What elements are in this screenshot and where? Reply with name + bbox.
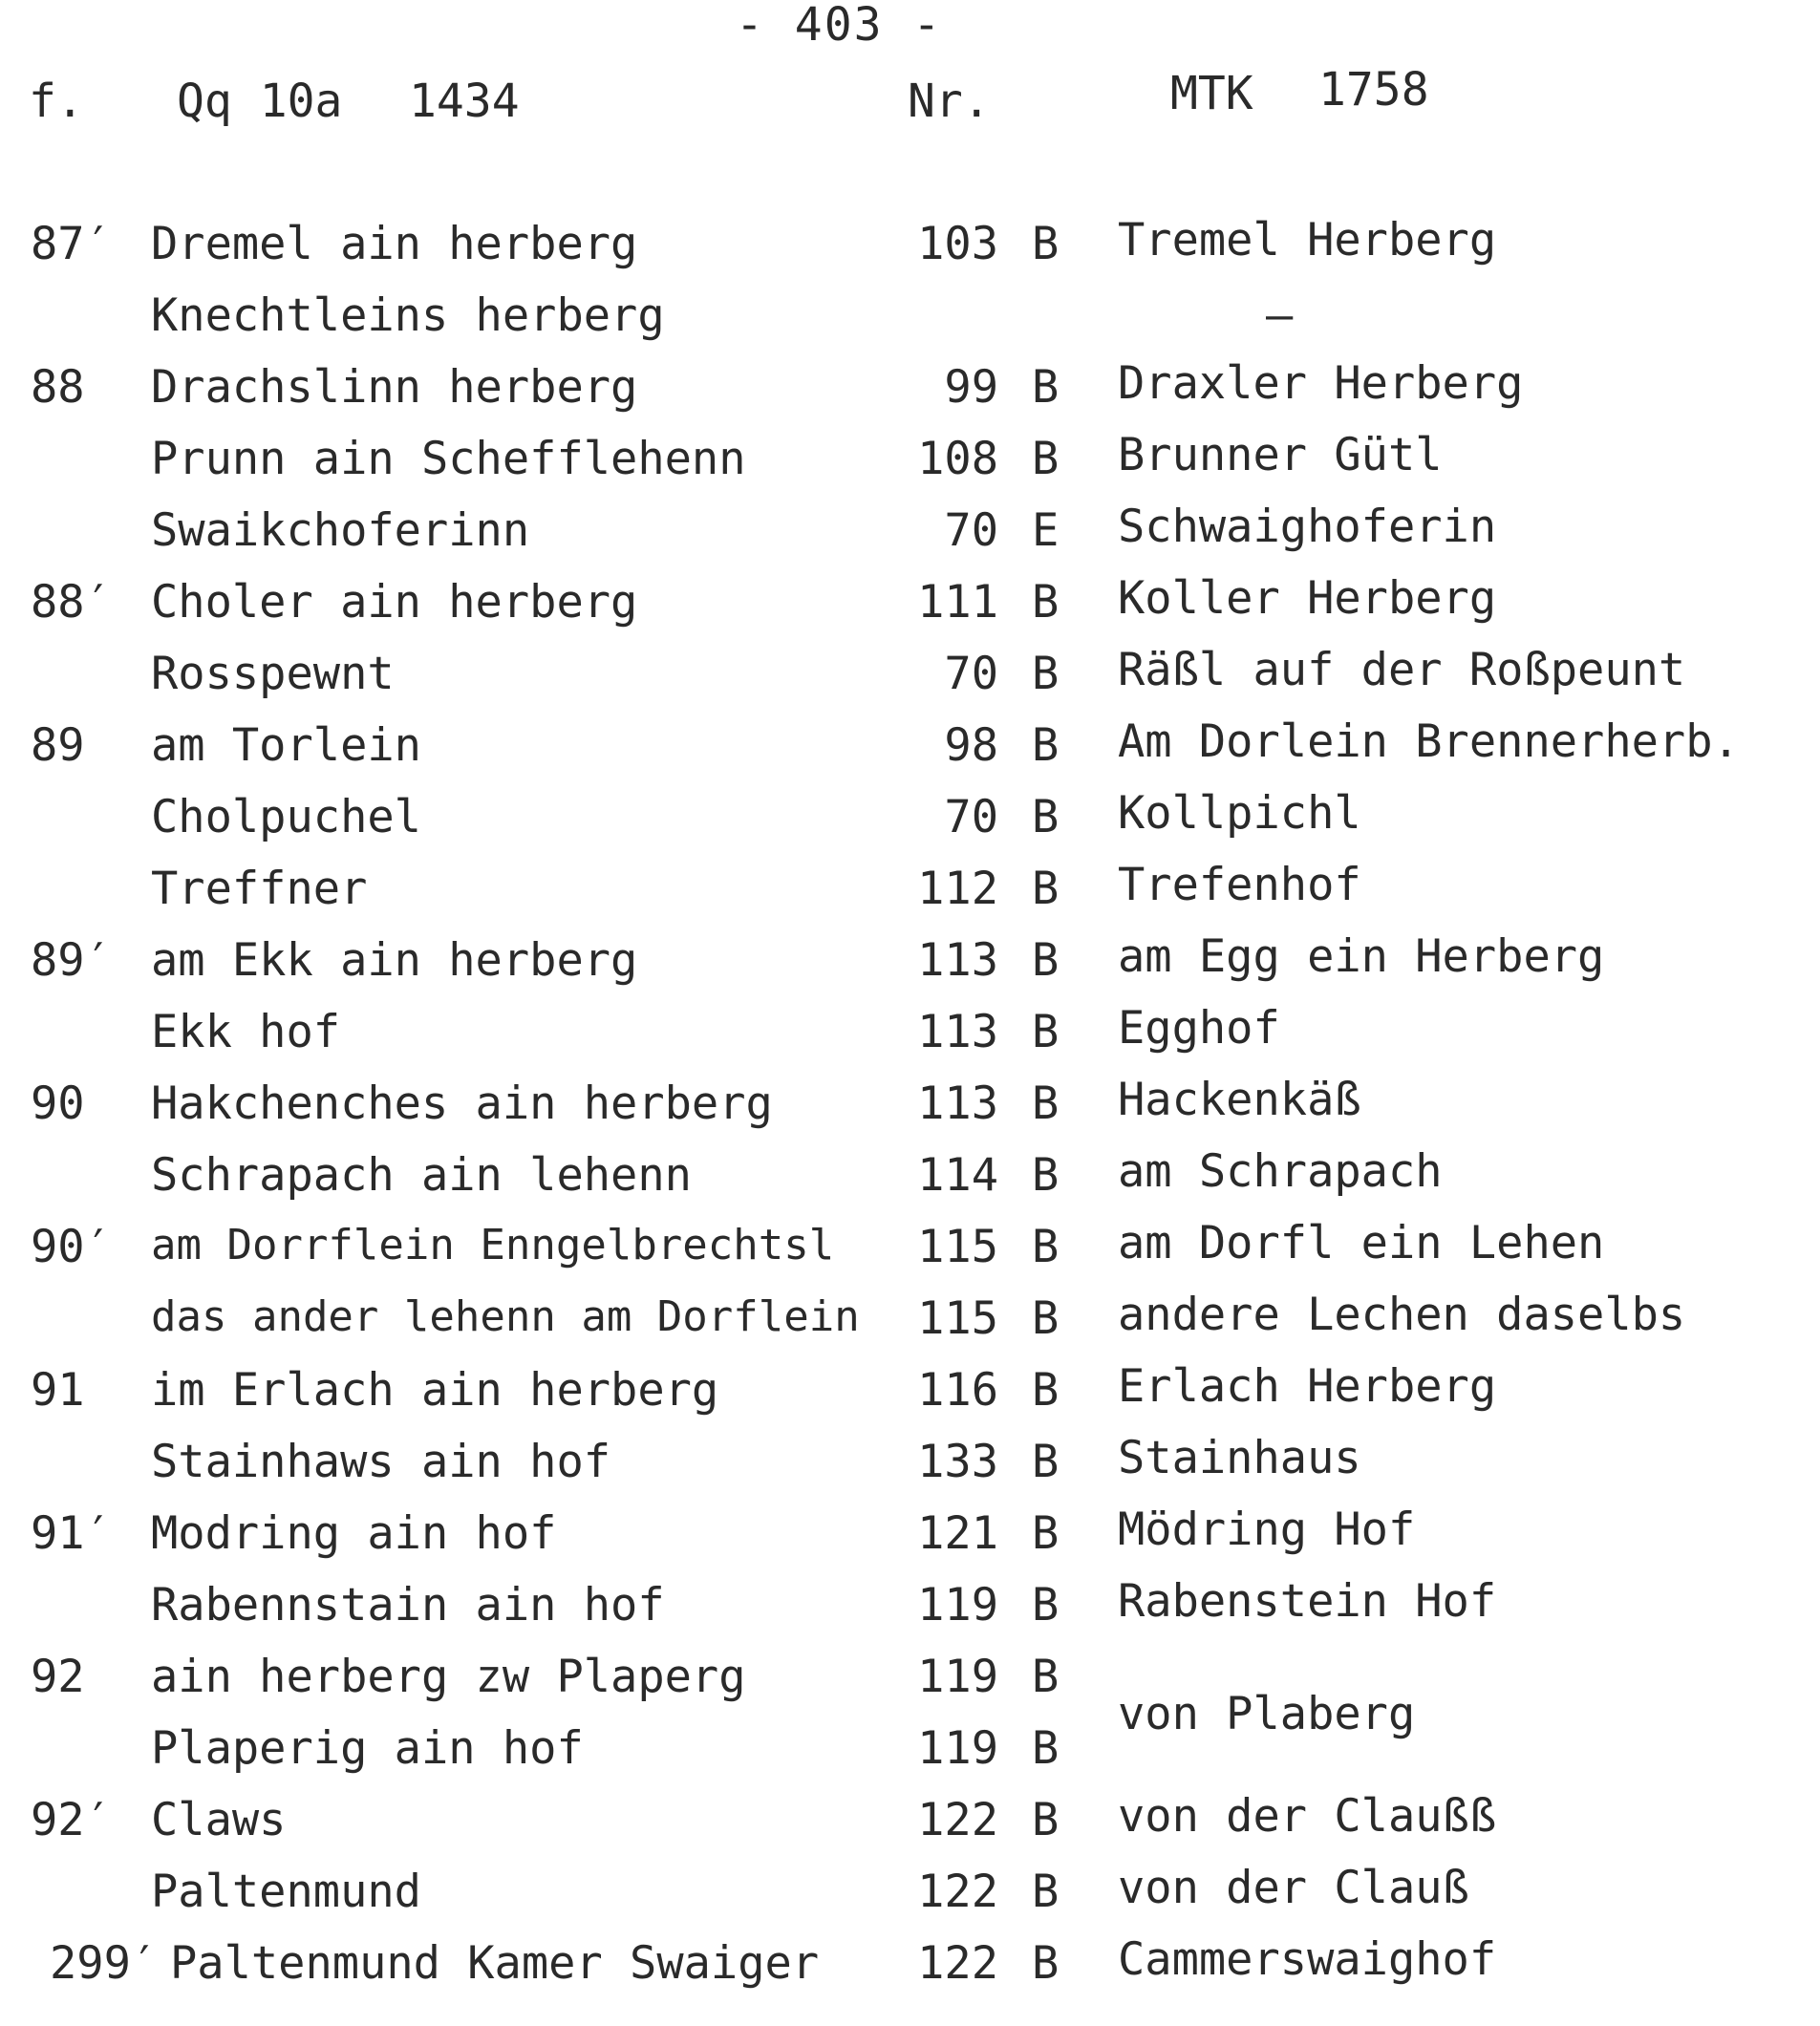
name-1758-cell: Trefenhof: [1118, 859, 1361, 911]
class-cell: B: [1032, 863, 1060, 915]
header-source-year: 1434: [409, 75, 520, 128]
nr-cell: 115: [917, 1221, 998, 1273]
name-1434-cell: am Ekk ain herberg: [151, 934, 638, 987]
class-cell: B: [1032, 1077, 1060, 1130]
name-1434-cell: Treffner: [151, 863, 368, 915]
nr-cell: 115: [917, 1292, 998, 1345]
folio-cell: 87′: [31, 218, 112, 270]
name-1434-cell: Prunn ain Schefflehenn: [151, 433, 746, 485]
folio-cell: 88′: [31, 576, 112, 629]
name-1434-cell: im Erlach ain herberg: [151, 1364, 719, 1417]
name-1758-cell: Tremel Herberg: [1118, 214, 1497, 267]
nr-cell: 122: [917, 1794, 998, 1846]
table-row: [0, 1141, 1820, 1213]
class-cell: B: [1032, 1364, 1060, 1417]
name-1758-cell: Kollpichl: [1118, 787, 1361, 840]
name-1434-cell: Schrapach ain lehenn: [151, 1149, 692, 1202]
table-row: [0, 1688, 1820, 1786]
name-1758-cell: am Schrapach: [1118, 1145, 1443, 1198]
header-source: Qq 10a: [177, 75, 343, 128]
page-number: - 403 -: [736, 0, 943, 52]
name-1434-cell: Choler ain herberg: [151, 576, 638, 629]
table-row: [0, 425, 1820, 497]
table-row: [0, 998, 1820, 1070]
name-1758-cell: von der Clauß: [1118, 1862, 1469, 1914]
class-cell: B: [1032, 1436, 1060, 1488]
folio-cell: 89: [31, 719, 85, 772]
header-folio-label: f.: [29, 75, 84, 128]
name-1758-cell: Mödring Hof: [1118, 1504, 1416, 1556]
nr-cell: 98: [944, 719, 998, 772]
nr-cell: 119: [917, 1722, 998, 1775]
folio-cell: 92: [31, 1651, 85, 1703]
class-cell: B: [1032, 1866, 1060, 1918]
name-1434-cell: Paltenmund Kamer Swaiger: [170, 1937, 820, 1990]
class-cell: B: [1032, 934, 1060, 987]
nr-cell: 114: [917, 1149, 998, 1202]
class-cell: B: [1032, 1794, 1060, 1846]
table-row: [0, 1356, 1820, 1428]
name-1434-cell: Rosspewnt: [151, 648, 395, 700]
class-cell: B: [1032, 433, 1060, 485]
nr-cell: 113: [917, 1006, 998, 1058]
name-1758-cell: Egghof: [1118, 1002, 1280, 1055]
nr-cell: 108: [917, 433, 998, 485]
table-row: [0, 1500, 1820, 1571]
name-1758-cell: Am Dorlein Brennerherb.: [1118, 715, 1740, 768]
name-1758-cell: Räßl auf der Roßpeunt: [1118, 644, 1686, 696]
name-1434-cell: Drachslinn herberg: [151, 361, 638, 414]
class-cell: B: [1032, 1937, 1060, 1990]
name-1758-cell: am Egg ein Herberg: [1118, 930, 1605, 983]
name-1434-cell: Stainhaws ain hof: [151, 1436, 611, 1488]
name-1434-cell: Ekk hof: [151, 1006, 341, 1058]
name-1434-cell: das ander lehenn am Dorflein: [151, 1292, 860, 1341]
table-row: [0, 640, 1820, 712]
nr-cell: 70: [944, 648, 998, 700]
class-cell: B: [1032, 1292, 1060, 1345]
name-1758-cell: Cammerswaighof: [1118, 1933, 1497, 1986]
name-1758-cell: Draxler Herberg: [1118, 357, 1524, 410]
name-1758-cell: Stainhaus: [1118, 1432, 1361, 1484]
nr-cell: 113: [917, 1077, 998, 1130]
name-1434-cell: Cholpuchel: [151, 791, 421, 843]
class-cell: B: [1032, 1006, 1060, 1058]
folio-cell: 89′: [31, 934, 112, 987]
folio-cell: 88: [31, 361, 85, 414]
table-row: [0, 927, 1820, 998]
class-cell: B: [1032, 218, 1060, 270]
name-1434-cell: am Torlein: [151, 719, 421, 772]
table-row: [0, 210, 1820, 282]
table-row: [0, 1643, 1820, 1715]
table-row: [0, 353, 1820, 425]
name-1758-cell: Erlach Herberg: [1118, 1360, 1497, 1413]
folio-cell: 90′: [31, 1221, 112, 1273]
folio-cell: 91: [31, 1364, 85, 1417]
name-1434-cell: Knechtleins herberg: [151, 289, 665, 342]
table-row: [0, 783, 1820, 855]
table-row: [0, 1213, 1820, 1285]
class-cell: B: [1032, 361, 1060, 414]
class-cell: B: [1032, 576, 1060, 629]
nr-cell: 113: [917, 934, 998, 987]
table-row: [0, 568, 1820, 640]
name-1758-cell: Rabenstein Hof: [1118, 1575, 1497, 1628]
table-row: [0, 282, 1820, 353]
folio-cell: 91′: [31, 1507, 112, 1560]
table-row: [0, 1428, 1820, 1500]
nr-cell: 133: [917, 1436, 998, 1488]
name-1758-cell: Hackenkäß: [1118, 1074, 1361, 1126]
name-1758-cell: –: [1266, 289, 1294, 342]
table-row: [0, 1571, 1820, 1643]
folio-cell: 92′: [31, 1794, 112, 1846]
header-target-year: 1758: [1318, 63, 1429, 117]
name-1758-cell: von der Claußß: [1118, 1790, 1497, 1843]
name-1758-cell: andere Lechen daselbs: [1118, 1289, 1686, 1341]
class-cell: B: [1032, 648, 1060, 700]
header-nr-label: Nr.: [908, 75, 991, 128]
nr-cell: 116: [917, 1364, 998, 1417]
nr-cell: 119: [917, 1579, 998, 1631]
name-1758-cell: am Dorfl ein Lehen: [1118, 1217, 1605, 1269]
nr-cell: 70: [944, 504, 998, 557]
name-1434-cell: Dremel ain herberg: [151, 218, 638, 270]
class-cell: B: [1032, 1722, 1060, 1775]
class-cell: B: [1032, 1149, 1060, 1202]
table-row: [0, 855, 1820, 927]
name-1434-cell: am Dorrflein Enngelbrechtsl: [151, 1221, 835, 1269]
class-cell: B: [1032, 1507, 1060, 1560]
name-1434-cell: ain herberg zw Plaperg: [151, 1651, 746, 1703]
class-cell: B: [1032, 719, 1060, 772]
name-1434-cell: Hakchenches ain herberg: [151, 1077, 773, 1130]
folio-cell: 90: [31, 1077, 85, 1130]
name-1434-cell: Plaperig ain hof: [151, 1722, 584, 1775]
name-1434-cell: Swaikchoferinn: [151, 504, 530, 557]
name-1758-cell: Koller Herberg: [1118, 572, 1497, 625]
class-cell: B: [1032, 1651, 1060, 1703]
nr-cell: 111: [917, 576, 998, 629]
name-1434-cell: Paltenmund: [151, 1866, 421, 1918]
table-row: [0, 1070, 1820, 1141]
class-cell: B: [1032, 1579, 1060, 1631]
class-cell: B: [1032, 1221, 1060, 1273]
nr-cell: 103: [917, 218, 998, 270]
table-row: [0, 712, 1820, 783]
class-cell: B: [1032, 791, 1060, 843]
nr-cell: 99: [944, 361, 998, 414]
nr-cell: 122: [917, 1866, 998, 1918]
nr-cell: 122: [917, 1937, 998, 1990]
table-row: [0, 1858, 1820, 1930]
class-cell: E: [1032, 504, 1060, 557]
name-1434-cell: Claws: [151, 1794, 287, 1846]
name-1434-cell: Rabennstain ain hof: [151, 1579, 665, 1631]
nr-cell: 121: [917, 1507, 998, 1560]
nr-cell: 70: [944, 791, 998, 843]
table-row: [0, 497, 1820, 568]
name-1758-cell: Schwaighoferin: [1118, 501, 1497, 553]
table-row: [0, 1285, 1820, 1356]
name-1434-cell: Modring ain hof: [151, 1507, 557, 1560]
concordance-table: [0, 210, 1820, 2001]
table-row: [0, 1930, 1820, 2001]
table-row: [0, 1786, 1820, 1858]
nr-cell: 119: [917, 1651, 998, 1703]
name-1758-cell: Brunner Gütl: [1118, 429, 1443, 481]
nr-cell: 112: [917, 863, 998, 915]
name-1758-cell: von Plaberg: [1118, 1688, 1416, 1740]
header-target: MTK: [1170, 67, 1253, 120]
folio-cell: 299′: [50, 1937, 159, 1990]
